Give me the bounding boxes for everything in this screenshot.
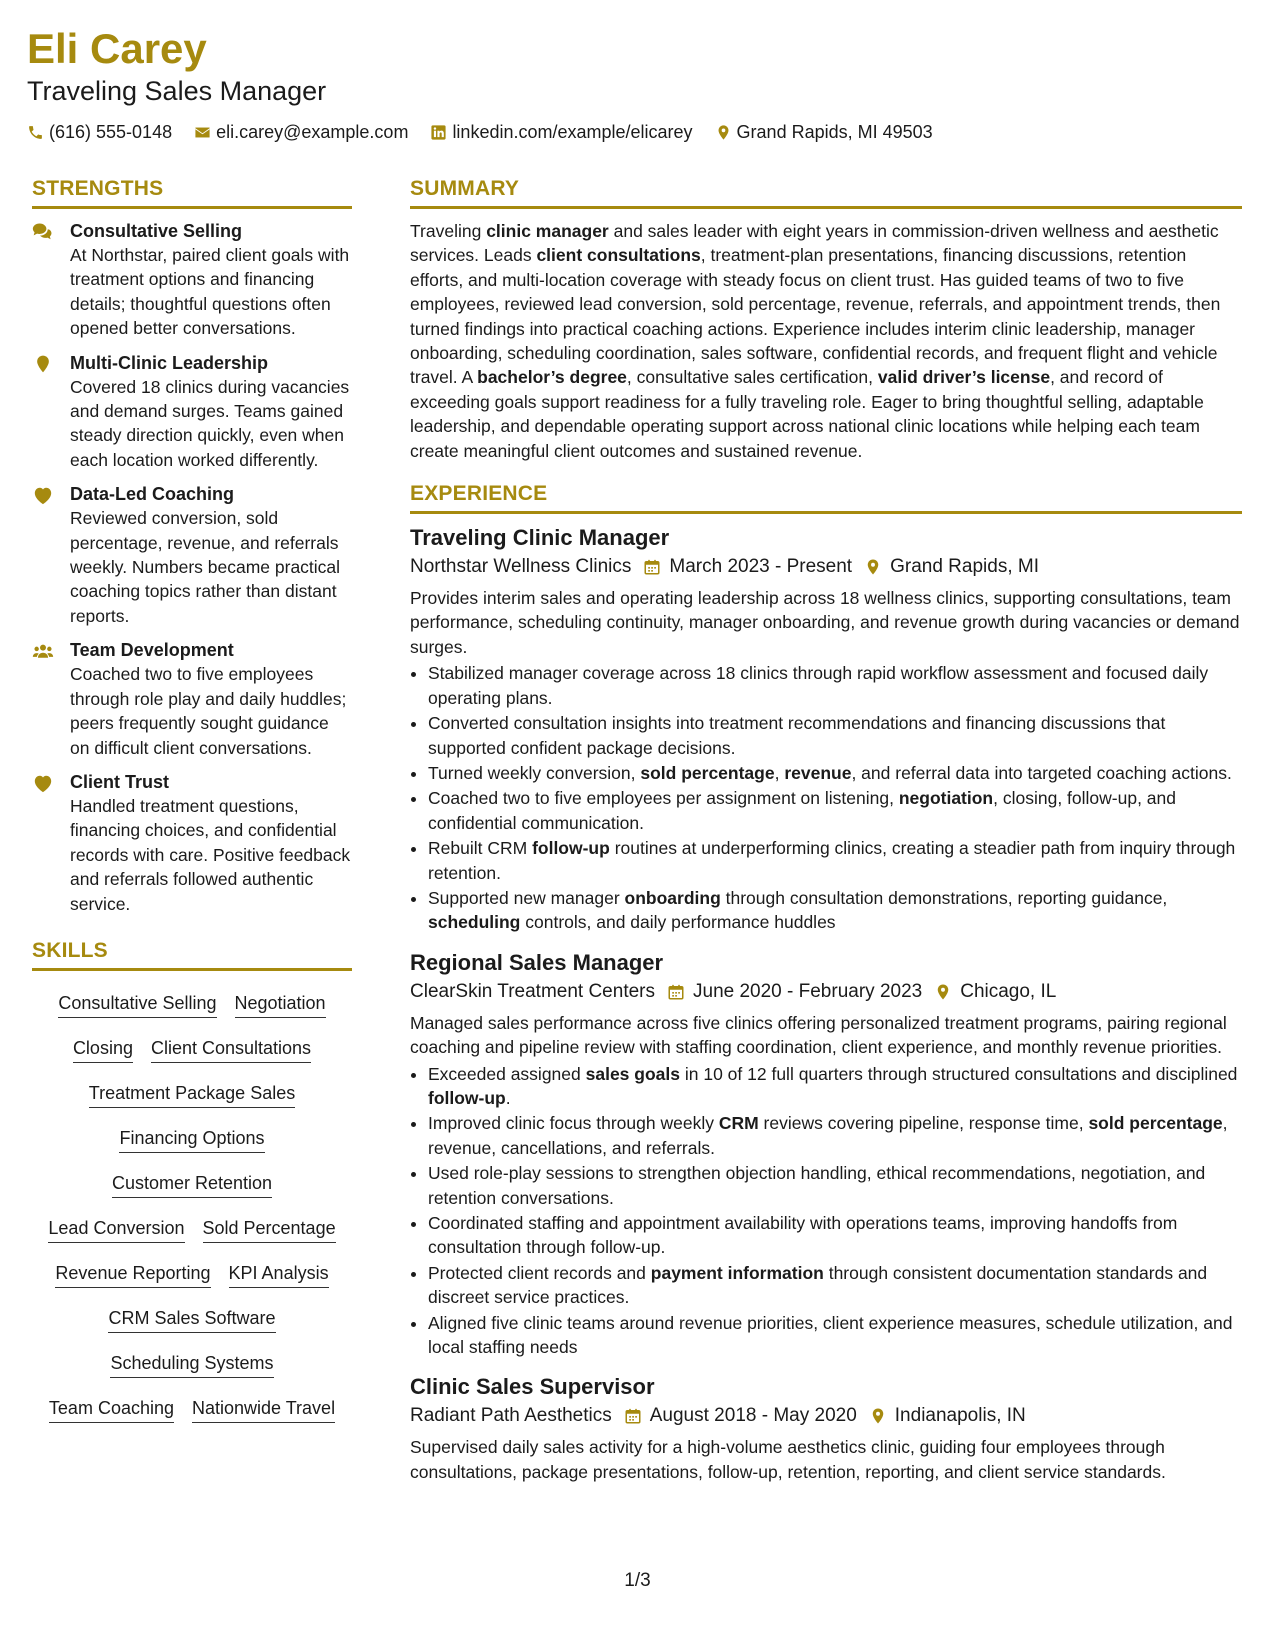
users-icon — [32, 641, 54, 661]
job-dates — [643, 554, 852, 580]
skill-tag: Financing Options — [119, 1126, 264, 1153]
candidate-title: Traveling Sales Manager — [27, 76, 327, 106]
phone-text: (616) 555-0148 — [49, 122, 173, 142]
skill-tag: Sold Percentage — [203, 1216, 336, 1243]
strength-desc: At Northstar, paired client goals with treatment options and financing details; thoughtful questions often opened better conversations. — [70, 245, 350, 339]
strength-item — [32, 351, 352, 473]
strength-desc: Handled treatment questions, financing choices, and confidential records with care. Positive feedback and referrals followed authentic service. — [70, 795, 351, 914]
skill-tag: Lead Conversion — [48, 1216, 184, 1243]
job-meta — [410, 554, 1242, 580]
job-dates-text: August 2018 - May 2020 — [649, 1405, 857, 1427]
skill-tag: Treatment Package Sales — [89, 1081, 295, 1108]
strengths-heading: STRENGTHS — [32, 176, 352, 209]
bold-text: sold percentage — [1088, 1113, 1223, 1134]
skill-tag: Customer Retention — [112, 1171, 272, 1198]
contact-location — [715, 120, 933, 144]
contact-bar — [27, 120, 1247, 144]
contact-phone — [27, 120, 172, 144]
job-bullet — [428, 786, 1242, 835]
phone-icon — [27, 124, 44, 141]
job-meta — [410, 979, 1242, 1005]
text-run: through consistent documentation standards and discreet service practices. — [428, 1262, 1208, 1308]
job-location-text: Indianapolis, IN — [894, 1405, 1026, 1427]
text-run: routines at underperforming clinics, creating a steadier path from inquiry through retention. — [428, 838, 1236, 883]
skill-tag: Scheduling Systems — [110, 1351, 273, 1378]
job-bullet — [428, 1211, 1242, 1260]
experience-list — [410, 524, 1242, 1484]
job-dates — [667, 979, 922, 1005]
resume-header — [27, 24, 1247, 144]
skill-tag: Negotiation — [235, 991, 326, 1018]
bold-text: CRM — [718, 1113, 759, 1134]
contact-email[interactable] — [194, 120, 408, 144]
text-run: , treatment-plan presentations, financing discussions, retention efforts, and multi-location coverage with steady focus on client trust. Has guided teams of two to five employees, reviewed lead conversion, sold percentage, revenue, referrals, and appointment trends, then turned findings into practical coaching actions. Experience includes interim clinic leadership, manager onboarding, scheduling coordination, sales software, confidential records, and frequent flight and vehicle travel. A — [410, 245, 1221, 388]
calendar-icon — [667, 983, 685, 1001]
summary-heading: SUMMARY — [410, 176, 1242, 209]
skills-list — [32, 981, 352, 1437]
heart-icon — [32, 773, 54, 793]
text-run: Converted consultation insights into treatment recommendations and financing discussions that supported confident package decisions. — [428, 713, 1166, 758]
bold-text: sold percentage — [640, 762, 775, 783]
text-run: Stabilized manager coverage across 18 clinics through rapid workflow assessment and focused daily operating plans. — [428, 663, 1209, 708]
job-entry — [410, 524, 1242, 935]
strength-title: Data-Led Coaching — [70, 484, 235, 505]
job-entry — [410, 1373, 1242, 1484]
strength-item — [32, 770, 352, 916]
text-run: controls, and daily performance huddles — [520, 912, 836, 933]
text-run: Coordinated staffing and appointment availability with operations teams, improving handoffs from consultation through follow-up. — [428, 1213, 1178, 1258]
text-run: . — [505, 1087, 511, 1108]
map-pin-icon — [864, 558, 882, 576]
email-text[interactable]: eli.carey@example.com — [216, 122, 409, 142]
strength-title: Consultative Selling — [70, 221, 243, 241]
bold-text: revenue — [784, 762, 852, 783]
job-company: ClearSkin Treatment Centers — [410, 980, 655, 1002]
skill-tag: Team Coaching — [49, 1396, 174, 1423]
job-description: Provides interim sales and operating leadership across 18 wellness clinics, supporting consultations, team performance, scheduling continuity, manager onboarding, and revenue growth during vacancies or demand surges. — [410, 588, 1240, 657]
left-column — [32, 176, 352, 1437]
bold-text: follow-up — [428, 1087, 506, 1108]
text-run: , closing, follow-up, and confidential communication. — [428, 788, 1177, 833]
job-bullet — [428, 1111, 1242, 1160]
right-column — [410, 176, 1242, 1498]
text-run: and sales leader with eight years in commission-driven wellness and aesthetic services. Leads — [410, 221, 1219, 266]
job-title: Traveling Clinic Manager — [410, 525, 670, 551]
strength-desc: Reviewed conversion, sold percentage, revenue, and referrals weekly. Numbers became practical coaching topics rather than distant reports. — [70, 508, 341, 626]
skill-tag: KPI Analysis — [229, 1261, 329, 1288]
bold-text: scheduling — [428, 912, 521, 933]
job-dates — [624, 1403, 857, 1429]
page-number: 1/3 — [624, 1570, 651, 1591]
bold-text: follow-up — [532, 838, 610, 859]
job-location-text: Grand Rapids, MI — [890, 556, 1039, 578]
text-run: through consultation demonstrations, reporting guidance, — [720, 887, 1168, 908]
bold-text: negotiation — [898, 788, 994, 809]
text-run: , consultative sales certification, — [626, 367, 878, 388]
text-run: , and referral data into targeted coaching actions. — [851, 762, 1232, 783]
job-bullet — [428, 761, 1242, 785]
job-location — [864, 554, 1039, 580]
job-bullet — [428, 1261, 1242, 1310]
bold-text: payment information — [650, 1262, 824, 1283]
text-run: , revenue, cancellations, and referrals. — [428, 1113, 1228, 1158]
contact-linkedin[interactable] — [430, 120, 692, 144]
linkedin-icon — [430, 124, 447, 141]
skill-tag: Closing — [73, 1036, 133, 1063]
job-entry — [410, 949, 1242, 1360]
comments-icon — [32, 222, 54, 242]
text-run: reviews covering pipeline, response time, — [758, 1113, 1089, 1134]
job-bullet — [428, 711, 1242, 760]
bold-text: sales goals — [585, 1063, 680, 1084]
map-pin-icon — [934, 983, 952, 1001]
job-bullets — [410, 661, 1242, 934]
job-bullets — [410, 1062, 1242, 1360]
skill-tag: CRM Sales Software — [108, 1306, 275, 1333]
text-run: Used role-play sessions to strengthen objection handling, ethical recommendations, negotiation, and retention conversations. — [428, 1163, 1206, 1208]
calendar-icon — [643, 558, 661, 576]
text-run: Rebuilt CRM — [428, 838, 533, 859]
text-run: Aligned five clinic teams around revenue priorities, client experience measures, schedule utilization, and local staffing needs — [428, 1312, 1233, 1358]
location-text: Grand Rapids, MI 49503 — [736, 122, 933, 142]
text-run: , — [774, 762, 785, 783]
text-run: Supported new manager — [428, 887, 625, 908]
text-run: Traveling — [410, 221, 487, 241]
experience-heading: EXPERIENCE — [410, 481, 1242, 514]
text-run: in 10 of 12 full quarters through structured consultations and disciplined — [680, 1063, 1238, 1084]
bold-text: valid driver’s license — [877, 367, 1051, 388]
job-title: Clinic Sales Supervisor — [410, 1374, 655, 1400]
job-bullet — [428, 1062, 1242, 1111]
candidate-name: Eli Carey — [27, 25, 207, 72]
skill-tag: Consultative Selling — [58, 991, 216, 1018]
bold-text: client consultations — [536, 245, 701, 266]
job-company: Northstar Wellness Clinics — [410, 556, 632, 578]
heart-icon — [32, 485, 54, 505]
calendar-icon — [624, 1407, 642, 1425]
job-location — [934, 979, 1056, 1005]
text-run: Exceeded assigned — [428, 1063, 586, 1084]
text-run: Turned weekly conversion, — [428, 762, 641, 783]
skill-tag: Revenue Reporting — [55, 1261, 210, 1288]
summary-text — [410, 219, 1242, 463]
job-description: Managed sales performance across five clinics offering personalized treatment programs, pairing regional coaching and pipeline review with staffing coordination, client experience, and monthly revenue priorities. — [410, 1012, 1227, 1058]
strength-item — [32, 482, 352, 628]
bold-text: bachelor’s degree — [477, 367, 627, 388]
text-run: , and record of exceeding goals support readiness for a fully traveling role. Eager to bring thoughtful selling, adaptable leadership, and dependable operating support across national clinic locations while helping each team create meaningful client outcomes and sustained revenue. — [410, 367, 1204, 461]
envelope-icon — [194, 124, 211, 141]
job-title: Regional Sales Manager — [410, 949, 664, 975]
skills-heading: SKILLS — [32, 938, 352, 971]
job-bullet — [428, 1161, 1242, 1210]
strength-item — [32, 638, 352, 760]
linkedin-text[interactable]: linkedin.com/example/elicarey — [452, 122, 693, 142]
job-location-text: Chicago, IL — [960, 980, 1057, 1002]
skill-tag: Nationwide Travel — [192, 1396, 335, 1423]
bold-text: clinic manager — [486, 221, 609, 241]
text-run: Improved clinic focus through weekly — [428, 1113, 719, 1134]
job-dates-text: March 2023 - Present — [669, 556, 853, 578]
job-meta — [410, 1403, 1242, 1429]
job-bullet — [428, 1311, 1242, 1360]
strength-title: Client Trust — [70, 771, 170, 792]
map-pin-icon — [715, 124, 732, 141]
strength-item — [32, 219, 352, 341]
job-description: Supervised daily sales activity for a high-volume aesthetics clinic, guiding four employees through consultations, package presentations, follow-up, retention, reporting, and client service standards. — [410, 1437, 1166, 1482]
strength-title: Multi-Clinic Leadership — [70, 352, 269, 373]
job-location — [869, 1403, 1026, 1429]
text-run: Protected client records and — [428, 1262, 651, 1283]
map-pin-icon — [32, 354, 54, 374]
job-bullet — [428, 886, 1242, 935]
job-bullet — [428, 836, 1242, 885]
text-run: Coached two to five employees per assignment on listening, — [428, 788, 899, 809]
strength-desc: Coached two to five employees through role play and daily huddles; peers frequently sought guidance on difficult client conversations. — [70, 664, 347, 758]
bold-text: onboarding — [624, 887, 721, 908]
job-dates-text: June 2020 - February 2023 — [693, 980, 923, 1002]
job-bullet — [428, 661, 1242, 710]
job-company: Radiant Path Aesthetics — [410, 1405, 612, 1427]
strength-desc: Covered 18 clinics during vacancies and demand surges. Teams gained steady direction quickly, even when each location worked differently. — [70, 376, 350, 470]
map-pin-icon — [869, 1407, 887, 1425]
skill-tag: Client Consultations — [151, 1036, 311, 1063]
strength-title: Team Development — [70, 640, 234, 661]
